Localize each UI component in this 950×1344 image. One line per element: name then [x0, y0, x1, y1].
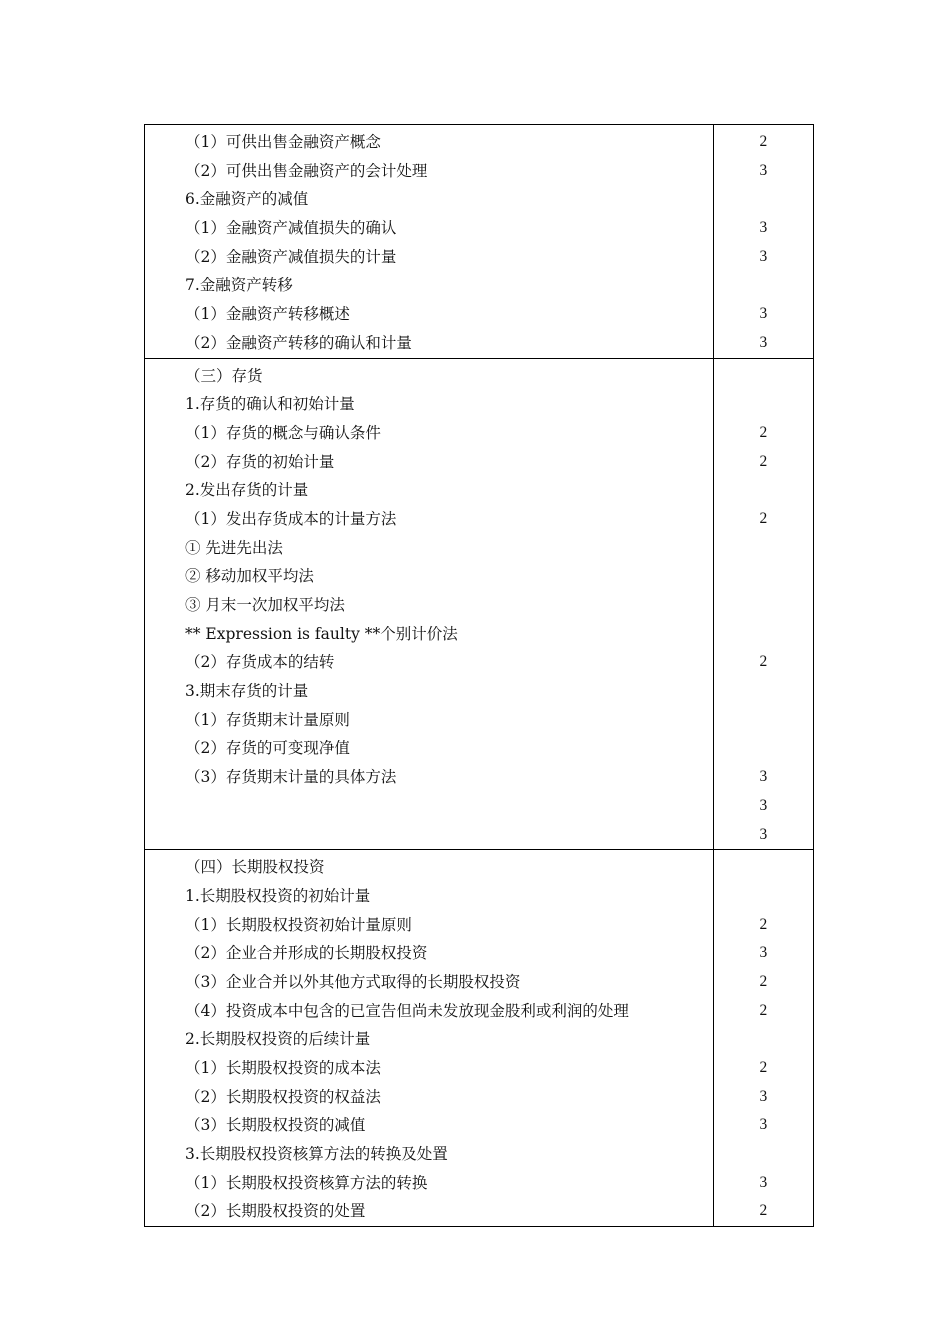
- content-line: 1.长期股权投资的初始计量: [185, 886, 371, 905]
- content-cell: [145, 850, 714, 1227]
- level-value: [714, 390, 813, 419]
- level-value: 3: [759, 219, 768, 237]
- level-value: 3: [759, 944, 768, 962]
- content-line: （1）长期股权投资的成本法: [185, 1059, 381, 1077]
- level-value: 2: [759, 972, 768, 990]
- content-line: （3）存货期末计量的具体方法: [185, 768, 397, 787]
- level-value: 3: [759, 333, 768, 351]
- content-line: （1）存货期末计量原则: [185, 710, 350, 729]
- content-line: （2）存货的初始计量: [185, 452, 335, 471]
- content-line: （1）长期股权投资初始计量原则: [185, 915, 412, 934]
- content-line: [145, 792, 713, 821]
- content-line: ② 移动加权平均法: [185, 567, 314, 586]
- level-value: [714, 734, 813, 763]
- syllabus-table: [144, 124, 814, 1227]
- level-cell: [713, 125, 813, 359]
- content-line: （1）发出存货成本的计量方法: [185, 509, 397, 528]
- content-line: 2.长期股权投资的后续计量: [185, 1030, 371, 1049]
- syllabus-table-body: [145, 125, 814, 1227]
- level-cell: [713, 850, 813, 1227]
- content-line: （四）长期股权投资: [185, 858, 325, 877]
- level-value: [714, 476, 813, 505]
- content-line: 6.金融资产的减值: [185, 190, 309, 209]
- level-value: 3: [759, 1173, 768, 1191]
- table-row: [145, 850, 814, 1227]
- level-value: 2: [759, 1059, 768, 1076]
- level-value: [714, 620, 813, 649]
- content-line: （4）投资成本中包含的已宣告但尚未发放现金股利或利润的处理: [185, 1001, 629, 1020]
- content-line: （3）长期股权投资的减值: [185, 1116, 366, 1135]
- content-line: （2）金融资产减值损失的计量: [185, 247, 397, 266]
- content-line: [145, 821, 713, 850]
- table-row: [145, 125, 814, 359]
- content-line: （2）存货的可变现净值: [185, 739, 350, 758]
- content-cell: [145, 125, 714, 359]
- level-value: 2: [759, 653, 768, 671]
- level-value: 3: [759, 1087, 768, 1105]
- level-value: 2: [759, 1001, 768, 1019]
- content-line: （1）长期股权投资核算方法的转换: [185, 1173, 428, 1192]
- level-value: 3: [759, 247, 768, 265]
- level-cell: [713, 358, 813, 850]
- level-value: 2: [759, 509, 768, 527]
- level-value: 3: [759, 1116, 768, 1134]
- level-value: [714, 534, 813, 563]
- content-line: （2）可供出售金融资产的会计处理: [185, 161, 428, 180]
- content-line: （3）企业合并以外其他方式取得的长期股权投资: [185, 972, 521, 991]
- level-value: [714, 1140, 813, 1169]
- level-value: 2: [759, 133, 768, 150]
- level-value: 2: [759, 915, 768, 933]
- content-line: （三）存货: [185, 366, 263, 385]
- content-line: 3.期末存货的计量: [185, 682, 309, 701]
- level-value: [714, 882, 813, 911]
- content-line: 1.存货的确认和初始计量: [185, 395, 355, 414]
- level-value: [714, 271, 813, 300]
- content-line: 3.长期股权投资核算方法的转换及处置: [185, 1145, 448, 1164]
- level-value: [714, 1025, 813, 1054]
- content-line: （1）可供出售金融资产概念: [185, 133, 381, 151]
- content-line: （2）长期股权投资的权益法: [185, 1087, 381, 1106]
- level-value: 3: [759, 768, 768, 786]
- level-value: [714, 591, 813, 620]
- level-value: 2: [759, 1202, 768, 1220]
- content-line: （1）存货的概念与确认条件: [185, 423, 381, 442]
- content-line: （2）企业合并形成的长期股权投资: [185, 944, 428, 963]
- content-line: ** Expression is faulty **个别计价法: [185, 624, 458, 643]
- level-value: [714, 853, 813, 882]
- level-value: [714, 677, 813, 706]
- level-value: [714, 362, 813, 391]
- level-value: [714, 706, 813, 735]
- content-cell: [145, 358, 714, 850]
- content-line: （1）金融资产转移概述: [185, 305, 350, 324]
- content-line: （2）存货成本的结转: [185, 653, 335, 672]
- content-line: （2）金融资产转移的确认和计量: [185, 333, 412, 352]
- content-line: （2）长期股权投资的处置: [185, 1202, 366, 1221]
- level-value: 3: [759, 161, 768, 179]
- level-value: 3: [759, 796, 768, 814]
- content-line: （1）金融资产减值损失的确认: [185, 219, 397, 238]
- content-line: ① 先进先出法: [185, 538, 283, 557]
- level-value: [714, 185, 813, 214]
- level-value: 2: [759, 452, 768, 470]
- level-value: 2: [759, 423, 768, 441]
- level-value: 3: [759, 305, 768, 323]
- level-value: [714, 562, 813, 591]
- table-row: [145, 358, 814, 850]
- content-line: ③ 月末一次加权平均法: [185, 596, 345, 614]
- level-value: 3: [759, 825, 768, 843]
- content-line: 7.金融资产转移: [185, 276, 293, 295]
- content-line: 2.发出存货的计量: [185, 481, 309, 500]
